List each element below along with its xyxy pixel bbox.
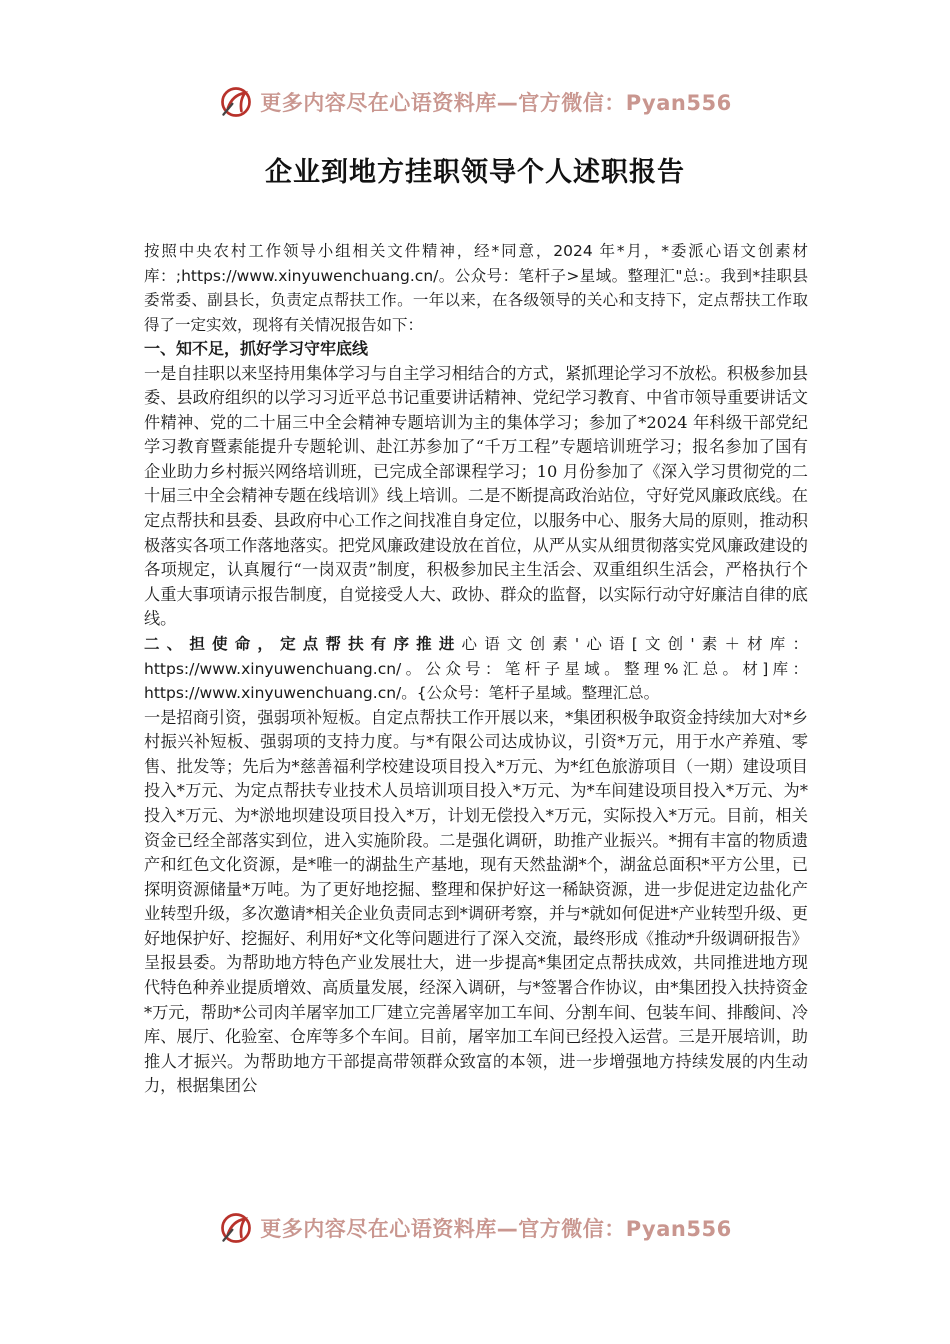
header-watermark-banner <box>0 80 950 124</box>
document-body <box>144 239 808 1099</box>
document-title: 企业到地方挂职领导个人述职报告 <box>265 157 685 188</box>
footer-watermark-banner <box>0 1206 950 1250</box>
banner-text: 更多内容尽在心语资料库—官方微信：Pyan556 <box>260 90 732 115</box>
intro-paragraph: 按照中央农村工作领导小组相关文件精神，经*同意，2024 年*月，*委派心语文创素材库：;https://www.xinyuwenchuang.cn/。公众号：笔杆子>星域。整理汇"总:。我到*挂职县委常委、副县长，负责定点帮扶工作。一年以来，在各级领导的关心和支持下，定点帮扶工作取得了一定实效，现将有关情况报告如下： <box>144 242 808 334</box>
brand-logo-icon <box>218 1210 254 1246</box>
section-2-body: 一是招商引资，强弱项补短板。自定点帮扶工作开展以来，*集团积极争取资金持续加大对*乡村振兴补短板、强弱项的支持力度。与*有限公司达成协议，引资*万元，用于水产养殖、零售、批发等；先后为*慈善福利学校建设项目投入*万元、为*红色旅游项目（一期）建设项目投入*万元、为定点帮扶专业技术人员培训项目投入*万元、为*车间建设项目投入*万元、为*投入*万元、为*淤地坝建设项目投入*万，计划无偿投入*万元，实际投入*万元。目前，相关资金已经全部落实到位，进入实施阶段。二是强化调研，助推产业振兴。*拥有丰富的物质遗产和红色文化资源，是*唯一的湖盐生产基地，现有天然盐湖*个，湖盆总面积*平方公里，已探明资源储量*万吨。为了更好地挖掘、整理和保护好这一稀缺资源，进一步促进定边盐化产业转型升级，多次邀请*相关企业负责同志到*调研考察，并与*就如何促进*产业转型升级、更好地保护好、挖掘好、利用好*文化等问题进行了深入交流，最终形成《推动*升级调研报告》呈报县委。为帮助地方特色产业发展壮大，进一步提高*集团定点帮扶成效，共同推进地方现代特色种养业提质增效、高质量发展，经深入调研，与*签署合作协议，由*集团投入扶持资金*万元，帮助*公司肉羊屠宰加工厂建立完善屠宰加工车间、分割车间、包装车间、排酸间、冷库、展厅、化验室、仓库等多个车间。目前，屠宰加工车间已经投入运营。三是开展培训，助推人才振兴。为帮助地方干部提高带领群众致富的本领，进一步增强地方持续发展的内生动力，根据集团公 <box>144 707 808 1096</box>
section-2-heading-watermark: 心语文创素'心语[文创'素＋材库：https://www.xinyuwenchuang.cn/。公众号：笔杆子星域。整理%汇总。材]库：https://www.xinyuwenchuang.cn/。{公众号：笔杆子星域。整理汇总。 <box>144 635 808 703</box>
section-2-heading-title: 二、担使命，定点帮扶有序推进 <box>144 635 462 654</box>
banner-text: 更多内容尽在心语资料库—官方微信：Pyan556 <box>260 1216 732 1241</box>
section-2-heading <box>144 632 808 706</box>
section-1-heading: 一、知不足，抓好学习守牢底线 <box>144 339 369 358</box>
section-1-body: 一是自挂职以来坚持用集体学习与自主学习相结合的方式，紧抓理论学习不放松。积极参加县委、县政府组织的以学习习近平总书记重要讲话精神、党纪学习教育、中省市领导重要讲话文件精神、党的二十届三中全会精神专题培训为主的集体学习；参加了*2024 年科级干部党纪学习教育暨素能提升专题轮训、赴江苏参加了“千万工程”专题培训班学习；报名参加了国有企业助力乡村振兴网络培训班，已完成全部课程学习；10 月份参加了《深入学习贯彻党的二十届三中全会精神专题在线培训》线上培训。二是不断提高政治站位，守好党风廉政底线。在定点帮扶和县委、县政府中心工作之间找准自身定位，以服务中心、服务大局的原则，推动积极落实各项工作落地落实。把党风廉政建设放在首位，从严从实从细贯彻落实党风廉政建设的各项规定，认真履行“一岗双责”制度，积极参加民主生活会、双重组织生活会，严格执行个人重大事项请示报告制度，自觉接受人大、政协、群众的监督，以实际行动守好廉洁自律的底线。 <box>144 363 808 629</box>
brand-logo-icon <box>218 84 254 120</box>
